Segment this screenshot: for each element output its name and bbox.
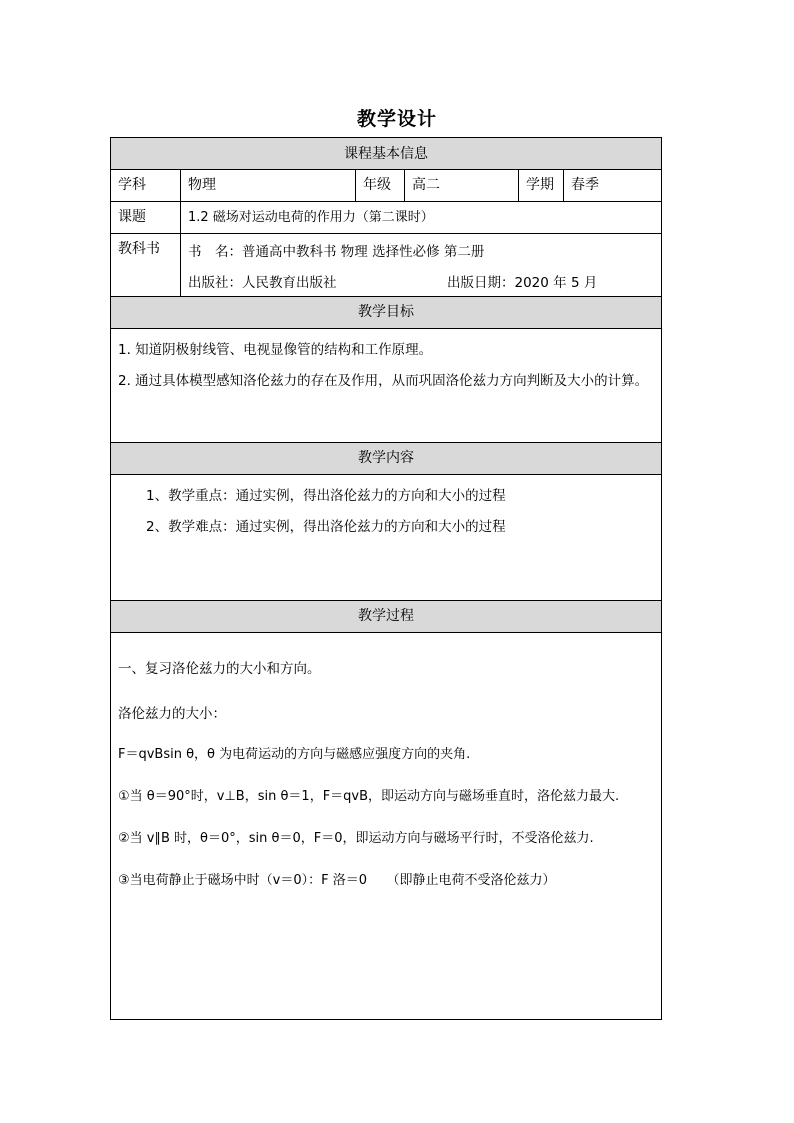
process-body	[111, 633, 661, 1019]
content-item: 1、教学重点：通过实例，得出洛伦兹力的方向和大小的过程	[146, 488, 506, 504]
content-header-label: 教学内容	[358, 450, 414, 466]
basic-info-header-label: 课程基本信息	[344, 146, 428, 162]
objectives-header	[111, 297, 661, 329]
process-line: F＝qvBsin θ，θ 为电荷运动的方向与磁感应强度方向的夹角.	[118, 747, 471, 762]
objective-item: 1. 知道阴极射线管、电视显像管的结构和工作原理。	[118, 342, 433, 358]
process-line: ①当 θ＝90°时，v⊥B，sin θ＝1，F＝qvB，即运动方向与磁场垂直时，洛伦兹力最大.	[118, 789, 620, 804]
topic-row	[111, 202, 661, 234]
page-title: 教学设计	[356, 108, 437, 130]
subject-label: 学科	[111, 170, 181, 201]
objectives-header-label: 教学目标	[358, 304, 414, 320]
process-line: 洛伦兹力的大小：	[118, 706, 226, 722]
lesson-plan-table	[110, 137, 662, 1020]
topic-label: 课题	[111, 202, 181, 233]
objectives-body	[111, 329, 661, 443]
publisher: 出版社：人民教育出版社	[188, 275, 337, 291]
content-header	[111, 443, 661, 475]
content-body	[111, 475, 661, 601]
process-header-label: 教学过程	[358, 608, 414, 624]
content-item: 2、教学难点：通过实例，得出洛伦兹力的方向和大小的过程	[146, 519, 506, 535]
process-line: 一、复习洛伦兹力的大小和方向。	[118, 661, 321, 677]
process-line: ②当 v∥B 时，θ＝0°，sin θ＝0，F＝0，即运动方向与磁场平行时，不受洛伦兹力.	[118, 831, 594, 846]
textbook-name: 书 名：普通高中教科书 物理 选择性必修 第二册	[188, 244, 485, 260]
publish-date: 出版日期：2020 年 5 月	[447, 275, 598, 291]
topic-value: 1.2 磁场对运动电荷的作用力（第二课时）	[188, 210, 434, 225]
grade-label: 年级	[356, 170, 405, 201]
grade-value: 高二	[405, 170, 519, 201]
textbook-row	[111, 234, 661, 297]
textbook-label: 教科书	[111, 234, 181, 296]
term-value: 春季	[571, 177, 599, 193]
textbook-info	[181, 234, 661, 296]
basic-info-header	[111, 138, 661, 170]
process-line: ③当电荷静止于磁场中时（v＝0）：F 洛＝0 （即静止电荷不受洛伦兹力）	[118, 873, 556, 888]
term-label: 学期	[519, 170, 564, 201]
subject-value: 物理	[181, 170, 356, 201]
process-header	[111, 601, 661, 633]
objective-item: 2. 通过具体模型感知洛伦兹力的存在及作用，从而巩固洛伦兹力方向判断及大小的计算。	[118, 373, 649, 389]
subject-row	[111, 170, 661, 202]
